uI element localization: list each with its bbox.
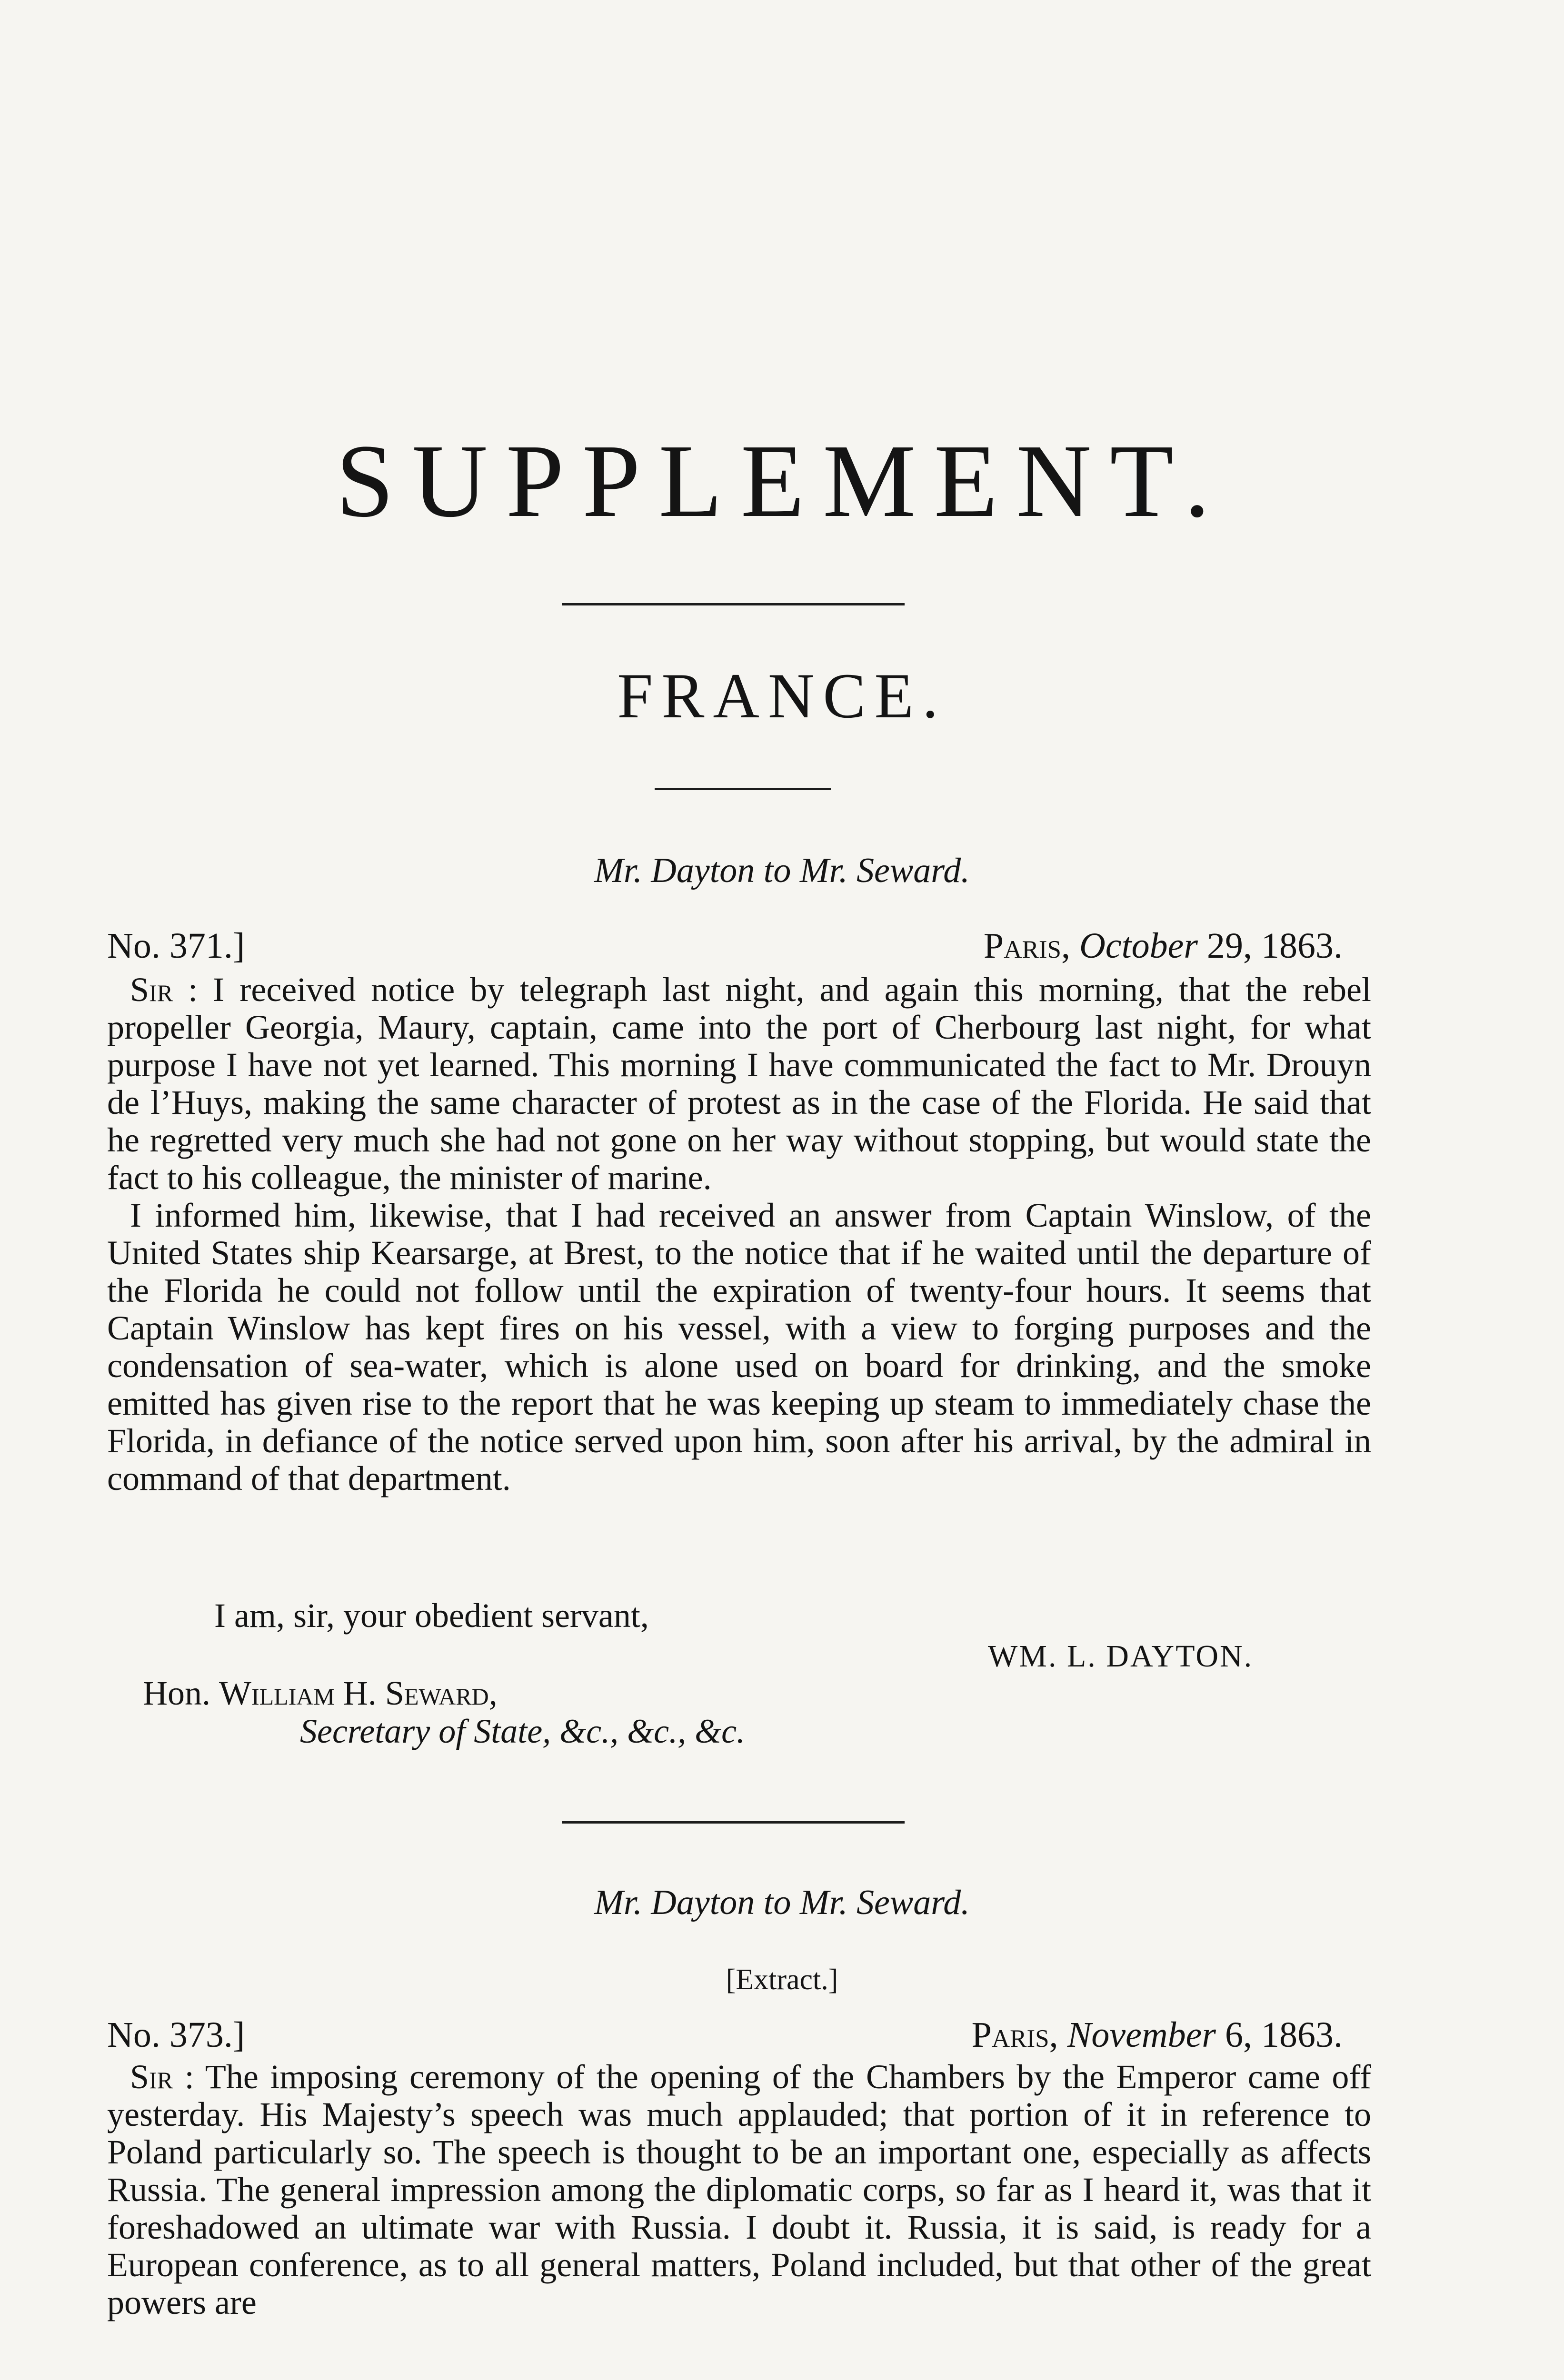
divider-rule	[655, 788, 831, 790]
paragraph-text: I received notice by telegraph last night, and again this morning, that the rebel propeller Georgia, Maury, captain, came into the port of Cherbourg last night, for what purpose I have not yet learned. This morning I have communicated the fact to Mr. Drouyn de l’Huys, making the same character of protest as in the case of the Florida. He said that he regretted very much she had not gone on her way without stopping, but would state the fact to his colleague, the minister of marine.	[107, 971, 1372, 1197]
supplement-title: SUPPLEMENT.	[336, 423, 1228, 539]
extract-label: [Extract.]	[726, 1964, 838, 1996]
paragraph	[107, 971, 1371, 1197]
paragraph-text: The imposing ceremony of the opening of the Chambers by the Emperor came off yesterday. His Majesty’s speech was much applauded; that portion of it in reference to Poland particularly so. The speech is thought to be an important one, especially as affects Russia. The general impression among the diplomatic corps, so far as I heard it, was that it foreshadowed an ultimate war with Russia. I doubt it. Russia, it is said, is ready for a European conference, as to all general matters, Poland included, but that other of the great powers are	[107, 2058, 1372, 2321]
dispatch-month: November	[1067, 2015, 1216, 2055]
signature: WM. L. DAYTON.	[988, 1639, 1254, 1674]
addressee-line	[143, 1675, 498, 1712]
letter-body	[107, 971, 1371, 1497]
divider-rule	[562, 1821, 905, 1824]
closing-line: I am, sir, your obedient servant,	[214, 1597, 649, 1635]
dispatch-month: October	[1079, 926, 1198, 966]
salutation: Sir :	[130, 2058, 194, 2096]
section-title: FRANCE.	[617, 661, 947, 732]
dispatch-place: Paris,	[983, 926, 1070, 966]
dispatch-day-year: 29, 1863.	[1207, 926, 1343, 966]
paragraph	[107, 2058, 1371, 2321]
dispatch-day-year: 6, 1863.	[1225, 2015, 1343, 2055]
letter-heading: Mr. Dayton to Mr. Seward.	[594, 1883, 970, 1922]
dispatch-place: Paris,	[971, 2015, 1058, 2055]
letter-body	[107, 2058, 1371, 2321]
dispatch-date	[972, 2013, 1343, 2056]
addressee-title: Secretary of State, &c., &c., &c.	[300, 1712, 746, 1750]
addressee-name: William H. Seward,	[219, 1674, 498, 1712]
paragraph: I informed him, likewise, that I had received an answer from Captain Winslow, of the United States ship Kearsarge, at Brest, to the notice that if he waited until the departure of the Florida he could not follow until the expiration of twenty-four hours. It seems that Captain Winslow has kept fires on his vessel, with a view to forging purposes and the condensation of sea-water, which is alone used on board for drinking, and the smoke emitted has given rise to the report that he was keeping up steam to immediately chase the Florida, in defiance of the notice served upon him, soon after his arrival, by the admiral in command of that department.	[107, 1196, 1371, 1497]
letter-reference-row	[107, 2013, 1343, 2056]
letter-heading: Mr. Dayton to Mr. Seward.	[594, 851, 970, 890]
letter-reference-row	[107, 924, 1343, 967]
salutation: Sir :	[130, 971, 198, 1009]
dispatch-date	[984, 924, 1343, 967]
dispatch-number: No. 373.]	[107, 2015, 245, 2055]
divider-rule	[562, 603, 905, 605]
dispatch-number: No. 371.]	[107, 926, 245, 966]
addressee-prefix: Hon.	[143, 1674, 210, 1712]
